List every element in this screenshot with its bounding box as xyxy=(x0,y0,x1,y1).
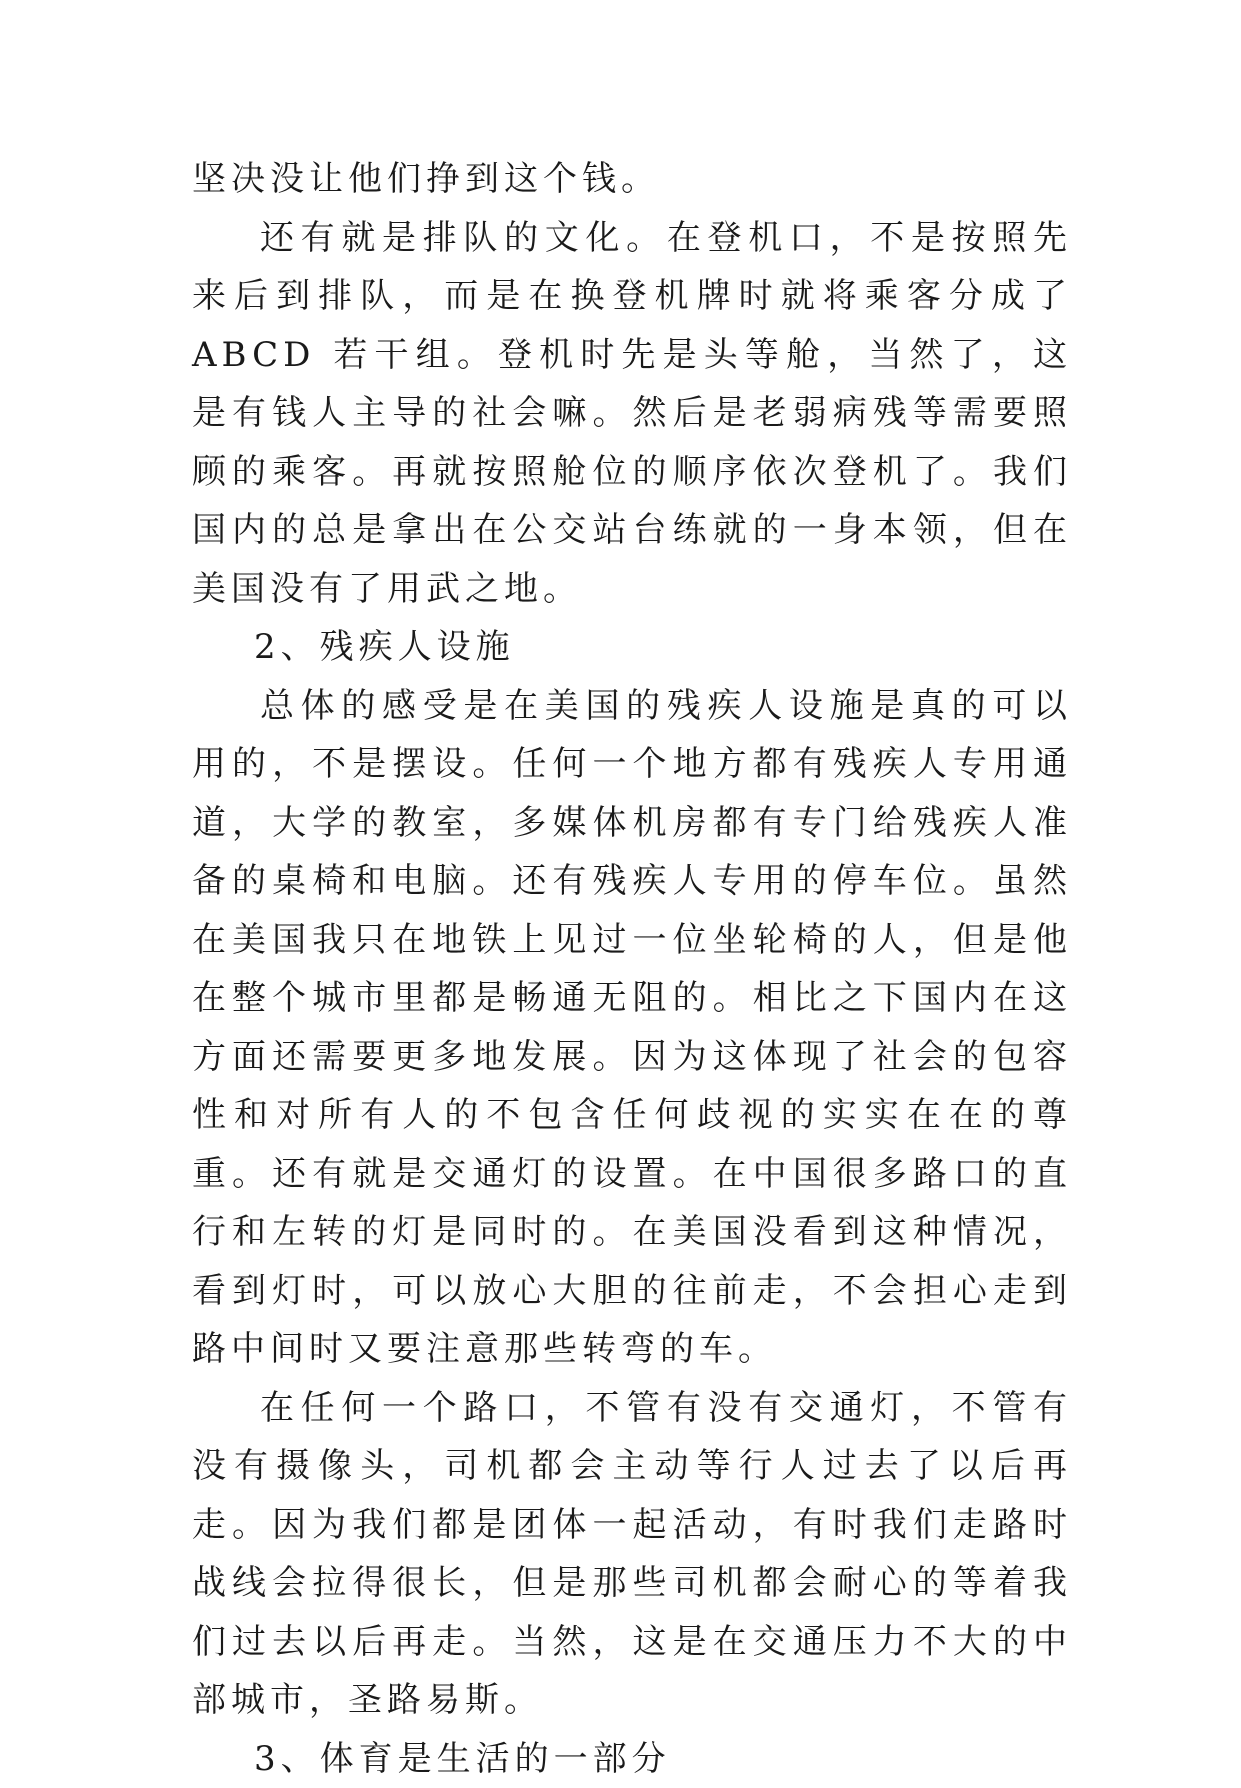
paragraph-queue-culture: 还有就是排队的文化。在登机口，不是按照先来后到排队，而是在换登机牌时就将乘客分成了 ABCD 若干组。登机时先是头等舱，当然了，这是有钱人主导的社会嘛。然后是老弱病残等需要照顾的乘客。再就按照舱位的顺序依次登机了。我们国内的总是拿出在公交站台练就的一身本领，但在美国没有了用武之地。 xyxy=(192,209,1072,619)
section-heading-disability-facilities: 2、残疾人设施 xyxy=(192,618,1072,677)
document-page xyxy=(192,150,1072,1788)
section-heading-sports: 3、体育是生活的一部分 xyxy=(192,1730,1072,1788)
paragraph-drivers-yield: 在任何一个路口，不管有没有交通灯，不管有没有摄像头，司机都会主动等行人过去了以后再走。因为我们都是团体一起活动，有时我们走路时战线会拉得很长，但是那些司机都会耐心的等着我们过去以后再走。当然，这是在交通压力不大的中部城市，圣路易斯。 xyxy=(192,1379,1072,1730)
paragraph-disability-facilities: 总体的感受是在美国的残疾人设施是真的可以用的，不是摆设。任何一个地方都有残疾人专用通道，大学的教室，多媒体机房都有专门给残疾人准备的桌椅和电脑。还有残疾人专用的停车位。虽然在美国我只在地铁上见过一位坐轮椅的人，但是他在整个城市里都是畅通无阻的。相比之下国内在这方面还需要更多地发展。因为这体现了社会的包容性和对所有人的不包含任何歧视的实实在在的尊重。还有就是交通灯的设置。在中国很多路口的直行和左转的灯是同时的。在美国没看到这种情况，看到灯时，可以放心大胆的往前走，不会担心走到路中间时又要注意那些转弯的车。 xyxy=(192,677,1072,1379)
paragraph-continuation: 坚决没让他们挣到这个钱。 xyxy=(192,150,1072,209)
